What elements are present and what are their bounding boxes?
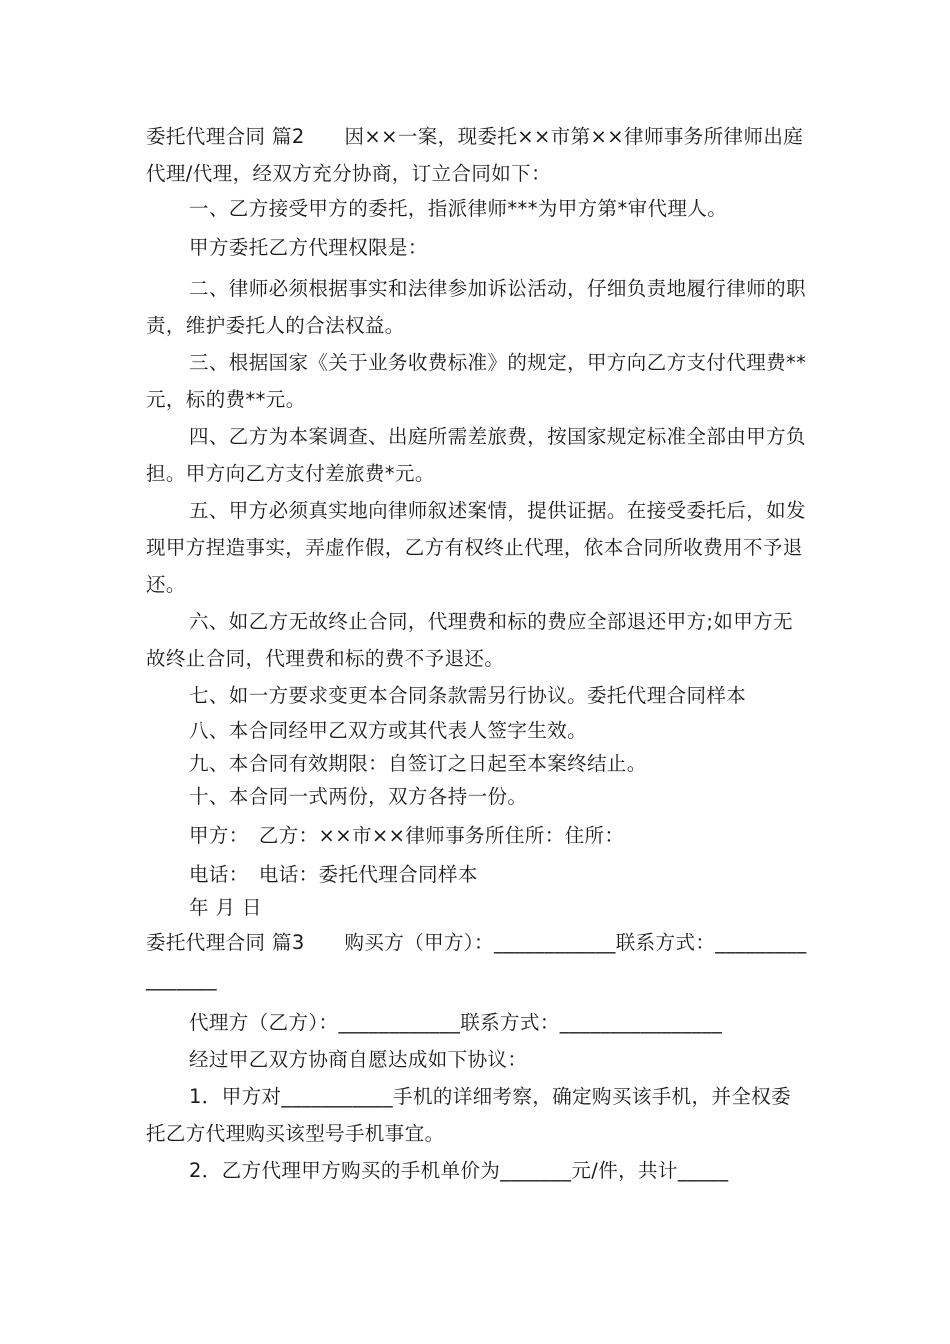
clause-10: 十、本合同一式两份，双方各持一份。 — [189, 785, 528, 808]
contract-2-heading-paragraph: 委托代理合同 篇2 因××一案，现委托××市第××律师事务所律师出庭代理/代理，经双方充分协商，订立合同如下： — [146, 125, 804, 185]
signature-phones: 电话： 电话：委托代理合同样本 — [189, 863, 478, 886]
agent-party-line: 代理方（乙方）：____________联系方式：________________ — [189, 1011, 723, 1034]
clause-6: 六、如乙方无故终止合同，代理费和标的费应全部退还甲方;如甲方无故终止合同，代理费和标的费不予退还。 — [146, 610, 793, 670]
signature-date: 年 月 日 — [189, 896, 262, 919]
agreement-intro: 经过甲乙双方协商自愿达成如下协议： — [189, 1048, 528, 1071]
document-body — [146, 118, 810, 1189]
clause-3: 三、根据国家《关于业务收费标准》的规定，甲方向乙方支付代理费**元，标的费**元。 — [146, 351, 807, 411]
authority-scope: 甲方委托乙方代理权限是： — [189, 236, 428, 259]
purchase-clause-1: 1．甲方对___________手机的详细考察，确定购买该手机，并全权委托乙方代理购买该型号手机事宜。 — [146, 1085, 792, 1145]
signature-parties: 甲方： 乙方：××市××律师事务所住所：住所： — [189, 824, 625, 847]
clause-2: 二、律师必须根据事实和法律参加诉讼活动，仔细负责地履行律师的职责，维护委托人的合法权益。 — [146, 277, 806, 337]
clause-9: 九、本合同有效期限：自签订之日起至本案终结止。 — [189, 752, 647, 775]
contract-3-heading-paragraph: 委托代理合同 篇3 购买方（甲方）：____________联系方式：________________ — [146, 931, 807, 991]
clause-5: 五、甲方必须真实地向律师叙述案情，提供证据。在接受委托后，如发现甲方捏造事实，弄虚作假，乙方有权终止代理，依本合同所收费用不予退还。 — [146, 499, 806, 596]
clause-8: 八、本合同经甲乙双方或其代表人签字生效。 — [189, 719, 588, 742]
clause-1: 一、乙方接受甲方的委托，指派律师***为甲方第*审代理人。 — [189, 197, 728, 220]
clause-7: 七、如一方要求变更本合同条款需另行协议。委托代理合同样本 — [189, 684, 747, 707]
purchase-clause-2: 2．乙方代理甲方购买的手机单价为_______元/件，共计_____ — [189, 1159, 729, 1182]
clause-4: 四、乙方为本案调查、出庭所需差旅费，按国家规定标准全部由甲方负担。甲方向乙方支付差旅费*元。 — [146, 425, 806, 485]
